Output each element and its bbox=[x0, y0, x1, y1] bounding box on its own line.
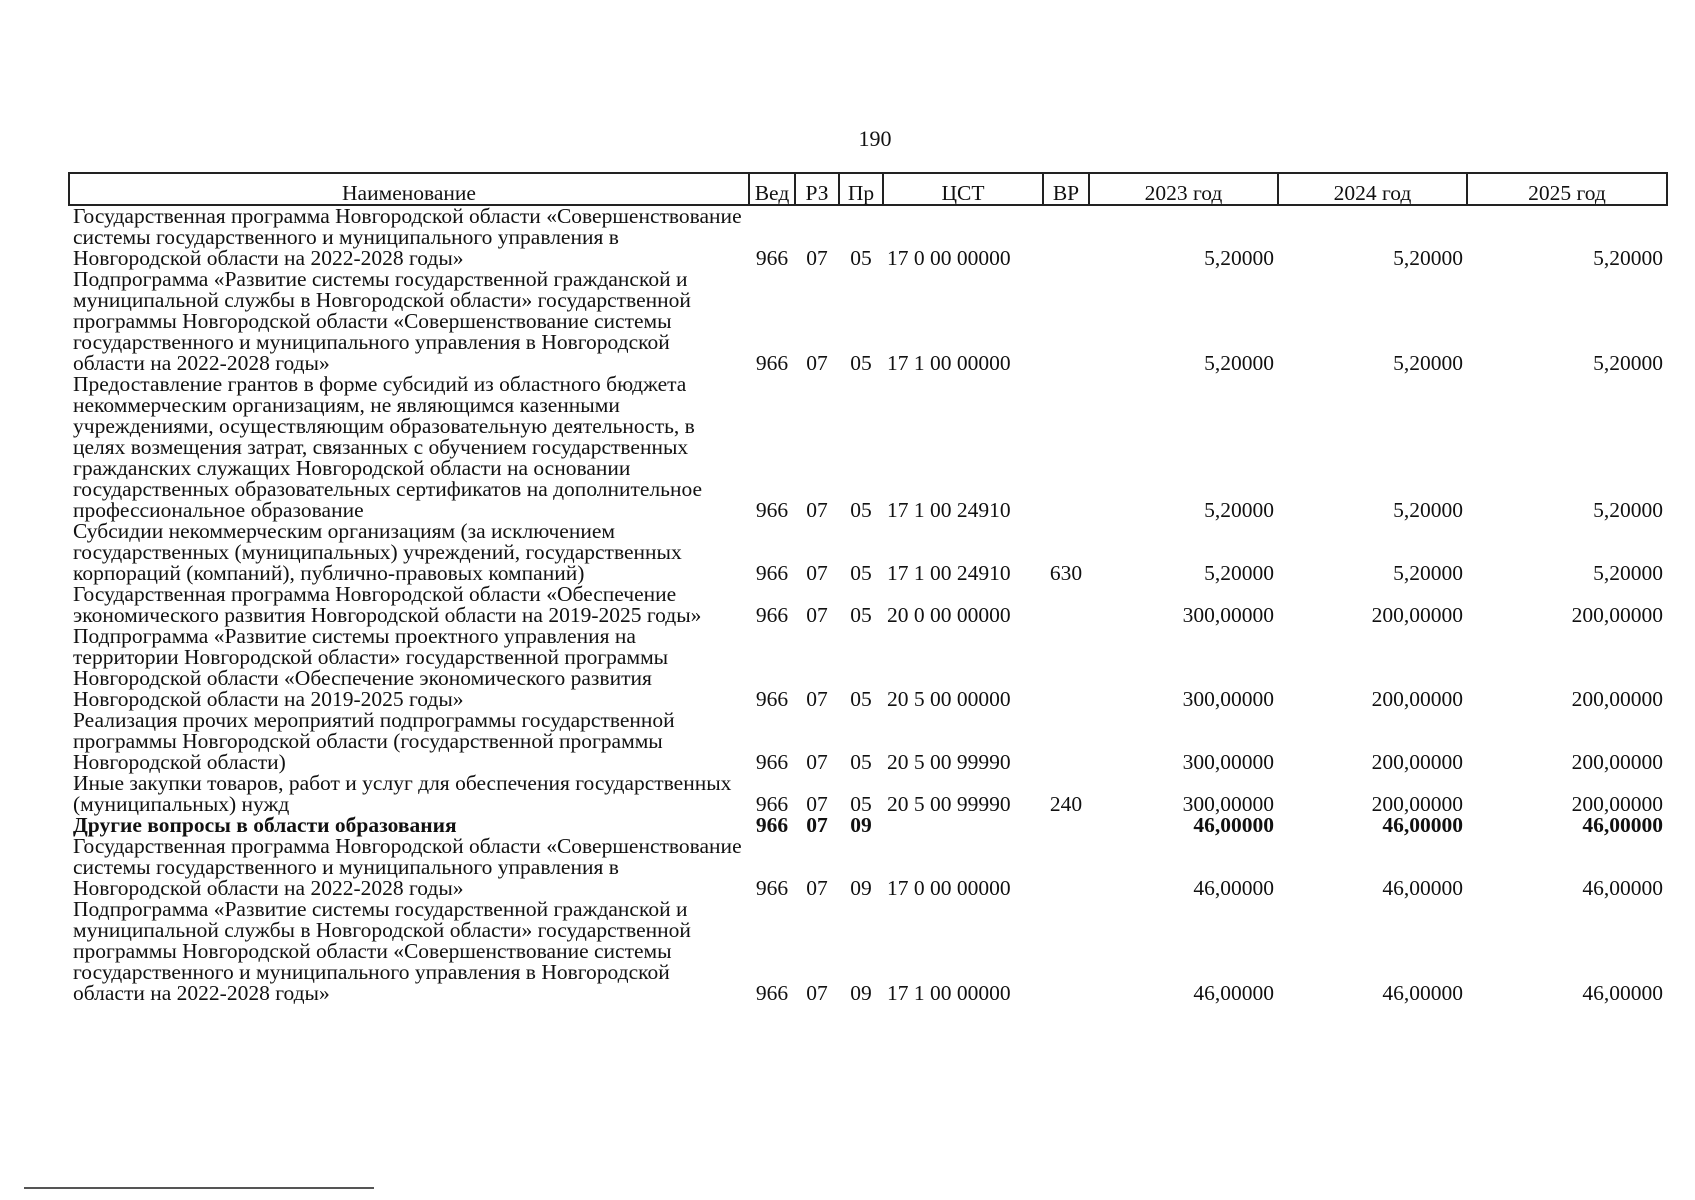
header-ved: Вед bbox=[749, 173, 795, 205]
row-pr: 09 bbox=[850, 813, 872, 837]
row-vr bbox=[1043, 205, 1089, 269]
row-amount-2024: 5,20000 bbox=[1393, 351, 1463, 375]
header-2024: 2024 год bbox=[1278, 173, 1467, 205]
row-amount-2023: 5,20000 bbox=[1204, 246, 1274, 270]
row-amount-2025: 200,00000 bbox=[1571, 750, 1663, 774]
row-ved: 966 bbox=[755, 813, 789, 837]
row-amount-2023: 46,00000 bbox=[1193, 876, 1274, 900]
header-vr: ВР bbox=[1043, 173, 1089, 205]
row-cst: 20 5 00 99990 bbox=[887, 792, 1011, 816]
table-row bbox=[69, 773, 1667, 815]
table-header-row bbox=[69, 173, 1667, 205]
row-pr: 09 bbox=[850, 876, 872, 900]
row-amount-2023: 300,00000 bbox=[1182, 792, 1274, 816]
row-ved: 966 bbox=[755, 981, 789, 1005]
table-row bbox=[69, 521, 1667, 584]
row-amount-2024: 46,00000 bbox=[1382, 813, 1463, 837]
row-pr: 05 bbox=[850, 603, 872, 627]
row-amount-2024: 200,00000 bbox=[1371, 750, 1463, 774]
row-vr bbox=[1043, 899, 1089, 1004]
row-pr: 05 bbox=[850, 750, 872, 774]
table-row bbox=[69, 836, 1667, 899]
row-rz: 07 bbox=[806, 603, 828, 627]
budget-table bbox=[68, 172, 1668, 1004]
table-row bbox=[69, 626, 1667, 710]
row-cst: 17 0 00 00000 bbox=[887, 876, 1011, 900]
row-amount-2024: 5,20000 bbox=[1393, 246, 1463, 270]
row-ved: 966 bbox=[755, 792, 789, 816]
row-vr bbox=[1043, 269, 1089, 374]
row-rz: 07 bbox=[806, 561, 828, 585]
row-amount-2024: 200,00000 bbox=[1371, 792, 1463, 816]
row-amount-2024: 46,00000 bbox=[1382, 981, 1463, 1005]
header-cst: ЦСТ bbox=[883, 173, 1043, 205]
row-pr: 05 bbox=[850, 792, 872, 816]
row-amount-2025: 46,00000 bbox=[1582, 813, 1663, 837]
row-vr: 240 bbox=[1049, 792, 1083, 816]
row-vr bbox=[1043, 710, 1089, 773]
header-2023: 2023 год bbox=[1089, 173, 1278, 205]
row-name: Государственная программа Новгородской области «Обеспечение экономического развития Новгородской области на 2019-2025 годы» bbox=[73, 582, 702, 627]
row-ved: 966 bbox=[755, 246, 789, 270]
row-pr: 05 bbox=[850, 561, 872, 585]
row-amount-2025: 5,20000 bbox=[1593, 351, 1663, 375]
row-cst: 17 1 00 24910 bbox=[887, 561, 1011, 585]
row-name: Другие вопросы в области образования bbox=[73, 813, 457, 837]
row-rz: 07 bbox=[806, 981, 828, 1005]
row-vr bbox=[1043, 815, 1089, 836]
row-pr: 05 bbox=[850, 687, 872, 711]
table-row bbox=[69, 269, 1667, 374]
row-vr bbox=[1043, 836, 1089, 899]
row-amount-2025: 5,20000 bbox=[1593, 246, 1663, 270]
table-row bbox=[69, 584, 1667, 626]
row-amount-2023: 300,00000 bbox=[1182, 750, 1274, 774]
row-ved: 966 bbox=[755, 498, 789, 522]
row-ved: 966 bbox=[755, 687, 789, 711]
table-row bbox=[69, 374, 1667, 521]
row-cst: 17 1 00 00000 bbox=[887, 981, 1011, 1005]
row-amount-2025: 200,00000 bbox=[1571, 687, 1663, 711]
table-row bbox=[69, 205, 1667, 269]
row-pr: 05 bbox=[850, 351, 872, 375]
row-amount-2025: 5,20000 bbox=[1593, 498, 1663, 522]
row-amount-2025: 5,20000 bbox=[1593, 561, 1663, 585]
row-amount-2023: 5,20000 bbox=[1204, 561, 1274, 585]
row-cst: 20 0 00 00000 bbox=[887, 603, 1011, 627]
row-pr: 05 bbox=[850, 498, 872, 522]
row-vr bbox=[1043, 584, 1089, 626]
row-amount-2023: 5,20000 bbox=[1204, 351, 1274, 375]
row-amount-2024: 5,20000 bbox=[1393, 498, 1463, 522]
row-vr bbox=[1043, 374, 1089, 521]
row-name: Подпрограмма «Развитие системы проектного управления на территории Новгородской области» государственной программы Новгородской области «Обеспечение экономического развития Новгородской области на 2019-2025 годы» bbox=[73, 624, 669, 711]
row-amount-2025: 46,00000 bbox=[1582, 981, 1663, 1005]
header-pr: Пр bbox=[839, 173, 883, 205]
row-rz: 07 bbox=[806, 687, 828, 711]
row-rz: 07 bbox=[806, 246, 828, 270]
header-rz: РЗ bbox=[795, 173, 839, 205]
row-rz: 07 bbox=[806, 750, 828, 774]
row-amount-2023: 300,00000 bbox=[1182, 603, 1274, 627]
row-cst: 20 5 00 99990 bbox=[887, 750, 1011, 774]
row-amount-2025: 200,00000 bbox=[1571, 792, 1663, 816]
row-cst: 17 1 00 00000 bbox=[887, 351, 1011, 375]
row-amount-2023: 46,00000 bbox=[1193, 981, 1274, 1005]
row-amount-2023: 5,20000 bbox=[1204, 498, 1274, 522]
header-2025: 2025 год bbox=[1467, 173, 1667, 205]
row-amount-2025: 200,00000 bbox=[1571, 603, 1663, 627]
row-amount-2025: 46,00000 bbox=[1582, 876, 1663, 900]
row-name: Подпрограмма «Развитие системы государственной гражданской и муниципальной службы в Новгородской области» государственной программы Новгородской области «Совершенствование системы государственного и муниципального управления в Новгородской области на 2022-2028 годы» bbox=[73, 897, 691, 1005]
table-row bbox=[69, 710, 1667, 773]
row-amount-2023: 46,00000 bbox=[1193, 813, 1274, 837]
row-cst: 17 1 00 24910 bbox=[887, 498, 1011, 522]
row-name: Предоставление грантов в форме субсидий из областного бюджета некоммерческим организациям, не являющимся казенными учреждениями, осуществляющим образовательную деятельность, в целях возмещения затрат, связанных с обучением государственных гражданских служащих Новгородской области на основании государственных образовательных сертификатов на дополнительное профессиональное образование bbox=[73, 372, 703, 522]
row-name: Государственная программа Новгородской области «Совершенствование системы государственного и муниципального управления в Новгородской области на 2022-2028 годы» bbox=[73, 834, 742, 900]
row-amount-2024: 200,00000 bbox=[1371, 687, 1463, 711]
row-amount-2024: 200,00000 bbox=[1371, 603, 1463, 627]
row-cst bbox=[883, 815, 1043, 836]
row-pr: 09 bbox=[850, 981, 872, 1005]
row-ved: 966 bbox=[755, 876, 789, 900]
row-amount-2023: 300,00000 bbox=[1182, 687, 1274, 711]
row-name: Подпрограмма «Развитие системы государственной гражданской и муниципальной службы в Новгородской области» государственной программы Новгородской области «Совершенствование системы государственного и муниципального управления в Новгородской области на 2022-2028 годы» bbox=[73, 267, 691, 375]
row-ved: 966 bbox=[755, 750, 789, 774]
row-cst: 17 0 00 00000 bbox=[887, 246, 1011, 270]
row-rz: 07 bbox=[806, 813, 828, 837]
page-number: 190 bbox=[858, 126, 892, 151]
row-vr: 630 bbox=[1049, 561, 1083, 585]
table-row bbox=[69, 899, 1667, 1004]
row-rz: 07 bbox=[806, 351, 828, 375]
header-name: Наименование bbox=[69, 173, 749, 205]
row-name: Государственная программа Новгородской области «Совершенствование системы государственного и муниципального управления в Новгородской области на 2022-2028 годы» bbox=[73, 204, 742, 270]
row-cst: 20 5 00 00000 bbox=[887, 687, 1011, 711]
row-ved: 966 bbox=[755, 351, 789, 375]
row-ved: 966 bbox=[755, 603, 789, 627]
row-ved: 966 bbox=[755, 561, 789, 585]
row-name: Иные закупки товаров, работ и услуг для обеспечения государственных (муниципальных) нужд bbox=[73, 771, 732, 816]
row-vr bbox=[1043, 626, 1089, 710]
row-rz: 07 bbox=[806, 792, 828, 816]
row-rz: 07 bbox=[806, 876, 828, 900]
footer-divider bbox=[24, 1187, 374, 1189]
row-amount-2024: 5,20000 bbox=[1393, 561, 1463, 585]
table-row bbox=[69, 815, 1667, 836]
row-amount-2024: 46,00000 bbox=[1382, 876, 1463, 900]
row-rz: 07 bbox=[806, 498, 828, 522]
row-name: Реализация прочих мероприятий подпрограммы государственной программы Новгородской области (государственной программы Новгородской области) bbox=[73, 708, 675, 774]
row-name: Субсидии некоммерческим организациям (за исключением государственных (муниципальных) учреждений, государственных корпораций (компаний), публично-правовых компаний) bbox=[73, 519, 682, 585]
table-body bbox=[69, 205, 1667, 1004]
row-pr: 05 bbox=[850, 246, 872, 270]
